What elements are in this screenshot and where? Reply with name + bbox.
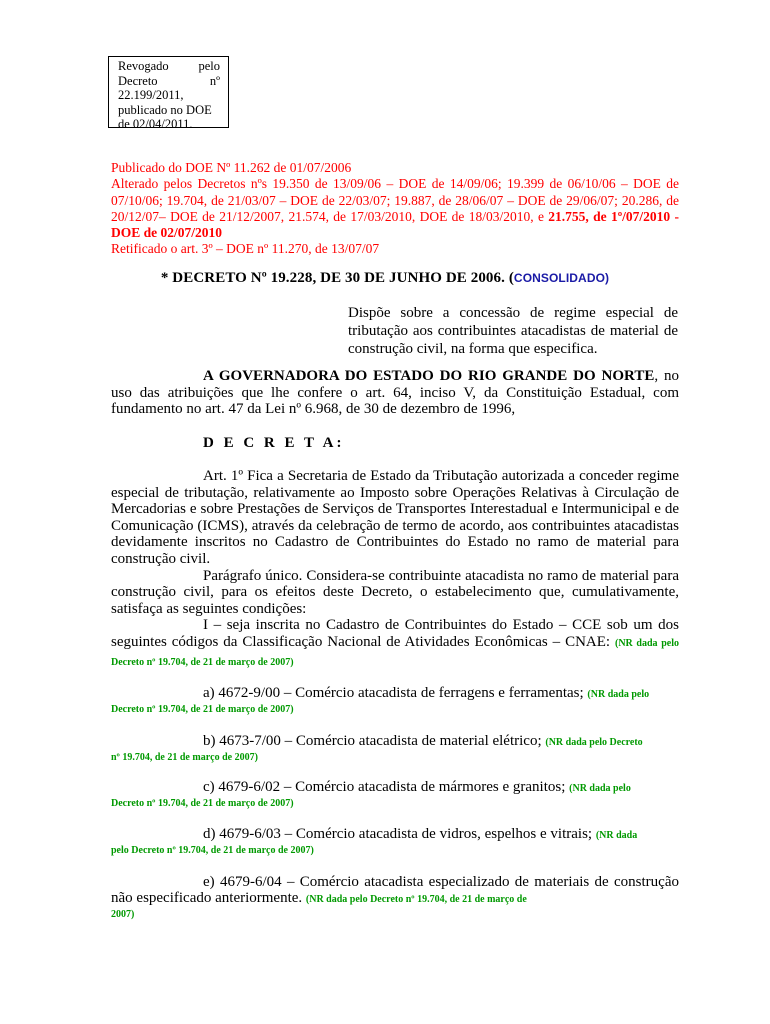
nr-note: (NR dada pelo xyxy=(587,689,650,700)
amended-by xyxy=(111,176,679,241)
item-text: c) 4679-6/02 – Comércio atacadista de mármores e granitos; xyxy=(203,779,570,795)
consolidated-label: CONSOLIDADO) xyxy=(513,271,610,285)
revoked-notice-box xyxy=(108,56,229,132)
governor-heading: A GOVERNADORA DO ESTADO DO RIO GRANDE DO NORTE xyxy=(203,368,655,384)
nr-note: nº 19.704, de 21 de março de 2007) xyxy=(111,752,258,763)
revoked-line: 22.199/2011, xyxy=(118,88,184,103)
decree-title-text: * DECRETO Nº 19.228, DE 30 DE JUNHO DE 2006. ( xyxy=(160,270,514,286)
preamble xyxy=(111,368,679,418)
nr-note: (NR dada pelo Decreto xyxy=(545,737,643,748)
item-text: e) 4679-6/04 – Comércio atacadista especializado de materiais de construção não especificado anteriormente. xyxy=(111,874,679,906)
revoked-line: de 02/04/2011. xyxy=(118,117,193,132)
list-item xyxy=(111,779,679,810)
nr-note: 2007) xyxy=(111,909,135,920)
ementa: Dispõe sobre a concessão de regime especial de tributação aos contribuintes atacadistas de material de construção civil, na forma que especifica. xyxy=(348,305,678,357)
nr-note: (NR dada pelo Decreto nº 19.704, de 21 de março de xyxy=(305,894,527,905)
nr-note: (NR dada pelo xyxy=(569,783,631,794)
published-in: Publicado do DOE Nº 11.262 de 01/07/2006 xyxy=(111,160,352,175)
rectified-note: Retificado o art. 3º – DOE nº 11.270, de 13/07/07 xyxy=(111,241,380,257)
decree-title xyxy=(0,270,770,287)
preamble-text: , no uso das atribuições que lhe confere o art. 64, inciso V, da Constituição Estadual, com fundamento no art. 47 da Lei nº 6.968, de 30 de dezembro de 1996, xyxy=(111,368,679,418)
item-text: d) 4679-6/03 – Comércio atacadista de vidros, espelhos e vitrais; xyxy=(203,826,596,842)
nr-note: (NR dada pelo Decreto nº 19.704, de 21 de março de 2007) xyxy=(111,637,679,668)
revoked-line: publicado no DOE xyxy=(118,102,212,117)
nr-note: pelo Decreto nº 19.704, de 21 de março de 2007) xyxy=(111,845,314,856)
list-item xyxy=(111,733,679,764)
amended-by-text: Alterado pelos Decretos nºs 19.350 de 13/09/06 – DOE de 14/09/06; 19.399 de 06/10/06 – DOE de 07/10/06; 19.704, de 21/03/07 – DOE de 22/03/07; 19.887, de 28/06/07 – DOE de 29/06/07; 20.286, de 20/12/07– DOE de 21/12/2007, 21.574, de 17/03/2010, DOE de 18/03/2010, e xyxy=(111,176,679,224)
list-item xyxy=(111,685,679,716)
article-1 xyxy=(111,468,679,671)
inciso-1 xyxy=(111,617,679,671)
nr-note: Decreto nº 19.704, de 21 de março de 2007) xyxy=(111,798,294,809)
list-item xyxy=(111,874,679,921)
article-1-text: Art. 1º Fica a Secretaria de Estado da Tributação autorizada a conceder regime especial de tributação, relativamente ao Imposto sobre Operações Relativas à Circulação de Mercadorias e sobre Prestações de Serviços de Transportes Interestadual e Intermunicipal e de Comunicação (ICMS), através da celebração de termo de acordo, aos contribuintes atacadistas devidamente inscritos no Cadastro de Contribuintes do Estado no ramo de material para construção civil. xyxy=(111,468,679,567)
revoked-line: Revogado pelo xyxy=(118,59,220,73)
item-text: b) 4673-7/00 – Comércio atacadista de material elétrico; xyxy=(203,733,546,749)
nr-note: Decreto nº 19.704, de 21 de março de 2007) xyxy=(111,704,294,715)
amended-by-latest: 21.755, de 1º/07/2010 - DOE de 02/07/2010 xyxy=(111,208,680,241)
publication-history xyxy=(111,160,679,258)
nr-note: (NR dada xyxy=(595,830,638,841)
list-item xyxy=(111,826,679,857)
paragrafo-unico: Parágrafo único. Considera-se contribuinte atacadista no ramo de material para construção civil, para os efeitos deste Decreto, o estabelecimento que, cumulativamente, satisfaça as seguintes condições: xyxy=(111,567,679,617)
decreta-heading: D E C R E T A: xyxy=(203,435,345,451)
inciso-1-text: I – seja inscrita no Cadastro de Contribuintes do Estado – CCE sob um dos seguintes códigos da Classificação Nacional de Atividades Econômicas – CNAE: xyxy=(111,617,679,650)
revoked-line: Decreto nº xyxy=(118,73,220,88)
item-text: a) 4672-9/00 – Comércio atacadista de ferragens e ferramentas; xyxy=(203,685,588,701)
